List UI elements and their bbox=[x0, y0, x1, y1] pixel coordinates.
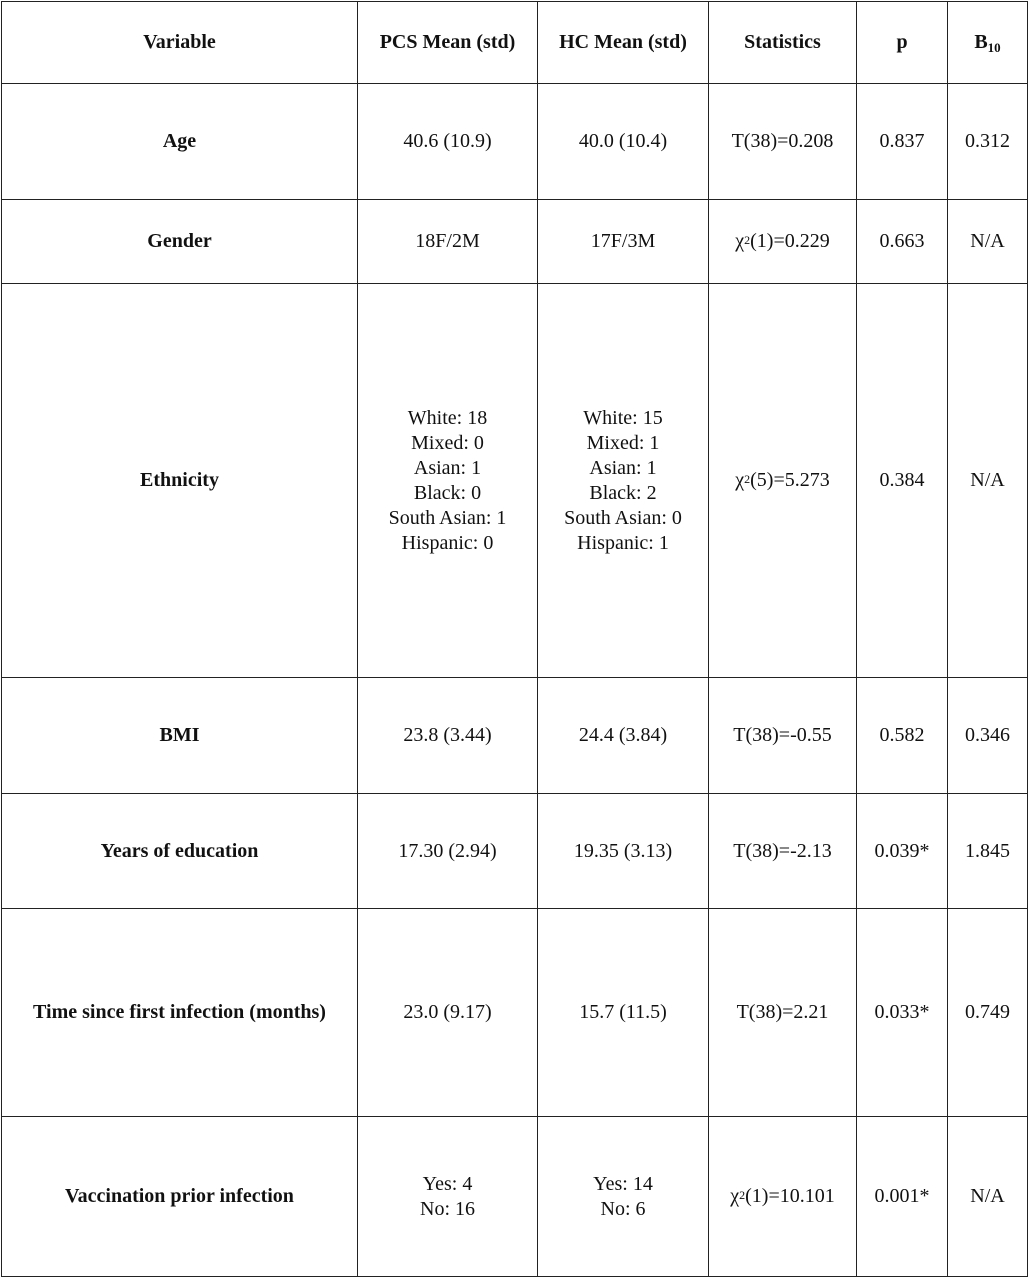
pcs-mean-cell bbox=[358, 1117, 538, 1277]
cell-line: No: 16 bbox=[420, 1197, 475, 1220]
statistics-cell bbox=[709, 1117, 857, 1277]
stat-symbol: χ bbox=[735, 230, 745, 252]
stat-value: (1)=0.229 bbox=[750, 230, 830, 252]
statistics-cell bbox=[709, 909, 857, 1117]
b10-cell: 1.845 bbox=[948, 794, 1028, 909]
cell-line: Yes: 4 bbox=[422, 1172, 473, 1195]
b10-cell: N/A bbox=[948, 284, 1028, 678]
cell-line: South Asian: 0 bbox=[564, 506, 682, 529]
stat-superscript: 2 bbox=[744, 233, 751, 247]
hc-mean-cell bbox=[538, 200, 709, 284]
hc-mean-cell bbox=[538, 1117, 709, 1277]
cell-line: Black: 2 bbox=[589, 481, 657, 504]
pcs-mean-cell bbox=[358, 84, 538, 200]
cell-line: Black: 0 bbox=[413, 481, 482, 504]
table-row bbox=[2, 1117, 1028, 1277]
variable-cell: Ethnicity bbox=[2, 284, 358, 678]
table-row bbox=[2, 284, 1028, 678]
variable-cell: Years of education bbox=[2, 794, 358, 909]
stat-symbol: χ bbox=[735, 469, 745, 491]
statistics-cell bbox=[709, 794, 857, 909]
variable-cell: Age bbox=[2, 84, 358, 200]
stat-value: T(38)=-2.13 bbox=[733, 839, 832, 862]
cell-line: Hispanic: 1 bbox=[577, 531, 669, 554]
cell-line: 24.4 (3.84) bbox=[578, 724, 668, 746]
cell-line: 18F/2M bbox=[415, 230, 480, 252]
stat-superscript: 2 bbox=[744, 472, 751, 486]
cell-line: Mixed: 0 bbox=[411, 431, 484, 454]
variable-cell: Vaccination prior infection bbox=[2, 1117, 358, 1277]
header-p: p bbox=[857, 2, 948, 84]
table-row bbox=[2, 794, 1028, 909]
b10-cell: 0.749 bbox=[948, 909, 1028, 1117]
stat-value: (5)=5.273 bbox=[750, 469, 830, 491]
cell-line: Yes: 14 bbox=[593, 1172, 653, 1195]
p-value-cell: 0.033* bbox=[857, 909, 948, 1117]
cell-line: 17F/3M bbox=[590, 230, 656, 252]
pcs-mean-cell bbox=[358, 678, 538, 794]
cell-line: Mixed: 1 bbox=[586, 431, 660, 454]
header-row bbox=[2, 2, 1028, 84]
variable-cell: BMI bbox=[2, 678, 358, 794]
table-row bbox=[2, 909, 1028, 1117]
cell-line: White: 15 bbox=[583, 406, 663, 429]
cell-line: Hispanic: 0 bbox=[401, 531, 494, 554]
table-row bbox=[2, 678, 1028, 794]
header-hc-mean: HC Mean (std) bbox=[538, 2, 709, 84]
hc-mean-cell bbox=[538, 794, 709, 909]
table-row bbox=[2, 84, 1028, 200]
b10-cell: N/A bbox=[948, 200, 1028, 284]
p-value-cell: 0.582 bbox=[857, 678, 948, 794]
stat-superscript: 2 bbox=[739, 1188, 746, 1202]
stat-value: (1)=10.101 bbox=[745, 1185, 835, 1207]
header-b10-sub: 10 bbox=[987, 40, 1001, 55]
statistics-cell bbox=[709, 678, 857, 794]
b10-cell: 0.346 bbox=[948, 678, 1028, 794]
p-value-cell: 0.039* bbox=[857, 794, 948, 909]
p-value-cell: 0.663 bbox=[857, 200, 948, 284]
cell-line: Asian: 1 bbox=[413, 456, 482, 479]
variable-cell: Gender bbox=[2, 200, 358, 284]
variable-cell: Time since first infection (months) bbox=[2, 909, 358, 1117]
hc-mean-cell bbox=[538, 909, 709, 1117]
pcs-mean-cell bbox=[358, 200, 538, 284]
stat-value: T(38)=2.21 bbox=[736, 1001, 829, 1023]
p-value-cell: 0.001* bbox=[857, 1117, 948, 1277]
header-statistics: Statistics bbox=[709, 2, 857, 84]
cell-line: South Asian: 1 bbox=[388, 506, 507, 529]
cell-line: 23.8 (3.44) bbox=[403, 724, 492, 746]
header-pcs-mean: PCS Mean (std) bbox=[358, 2, 538, 84]
cell-line: 15.7 (11.5) bbox=[579, 1001, 667, 1023]
cell-line: Asian: 1 bbox=[589, 456, 657, 479]
table-row bbox=[2, 200, 1028, 284]
cell-line: No: 6 bbox=[600, 1197, 646, 1220]
statistics-cell bbox=[709, 84, 857, 200]
stat-value: T(38)=0.208 bbox=[731, 130, 834, 152]
pcs-mean-cell bbox=[358, 909, 538, 1117]
cell-line: 19.35 (3.13) bbox=[573, 839, 673, 862]
cell-line: 17.30 (2.94) bbox=[398, 839, 497, 862]
stat-symbol: χ bbox=[730, 1185, 740, 1207]
cell-line: 40.0 (10.4) bbox=[578, 130, 668, 152]
p-value-cell: 0.837 bbox=[857, 84, 948, 200]
statistics-cell bbox=[709, 200, 857, 284]
pcs-mean-cell bbox=[358, 794, 538, 909]
cell-line: 40.6 (10.9) bbox=[403, 130, 492, 152]
stat-value: T(38)=-0.55 bbox=[733, 724, 832, 746]
hc-mean-cell bbox=[538, 678, 709, 794]
header-b10 bbox=[948, 2, 1028, 84]
p-value-cell: 0.384 bbox=[857, 284, 948, 678]
header-variable: Variable bbox=[2, 2, 358, 84]
header-b10-base: B bbox=[974, 31, 988, 53]
hc-mean-cell bbox=[538, 84, 709, 200]
pcs-mean-cell bbox=[358, 284, 538, 678]
b10-cell: 0.312 bbox=[948, 84, 1028, 200]
cell-line: 23.0 (9.17) bbox=[403, 1001, 492, 1023]
b10-cell: N/A bbox=[948, 1117, 1028, 1277]
statistics-cell bbox=[709, 284, 857, 678]
cell-line: White: 18 bbox=[407, 406, 488, 429]
demographics-table bbox=[1, 1, 1028, 1277]
hc-mean-cell bbox=[538, 284, 709, 678]
